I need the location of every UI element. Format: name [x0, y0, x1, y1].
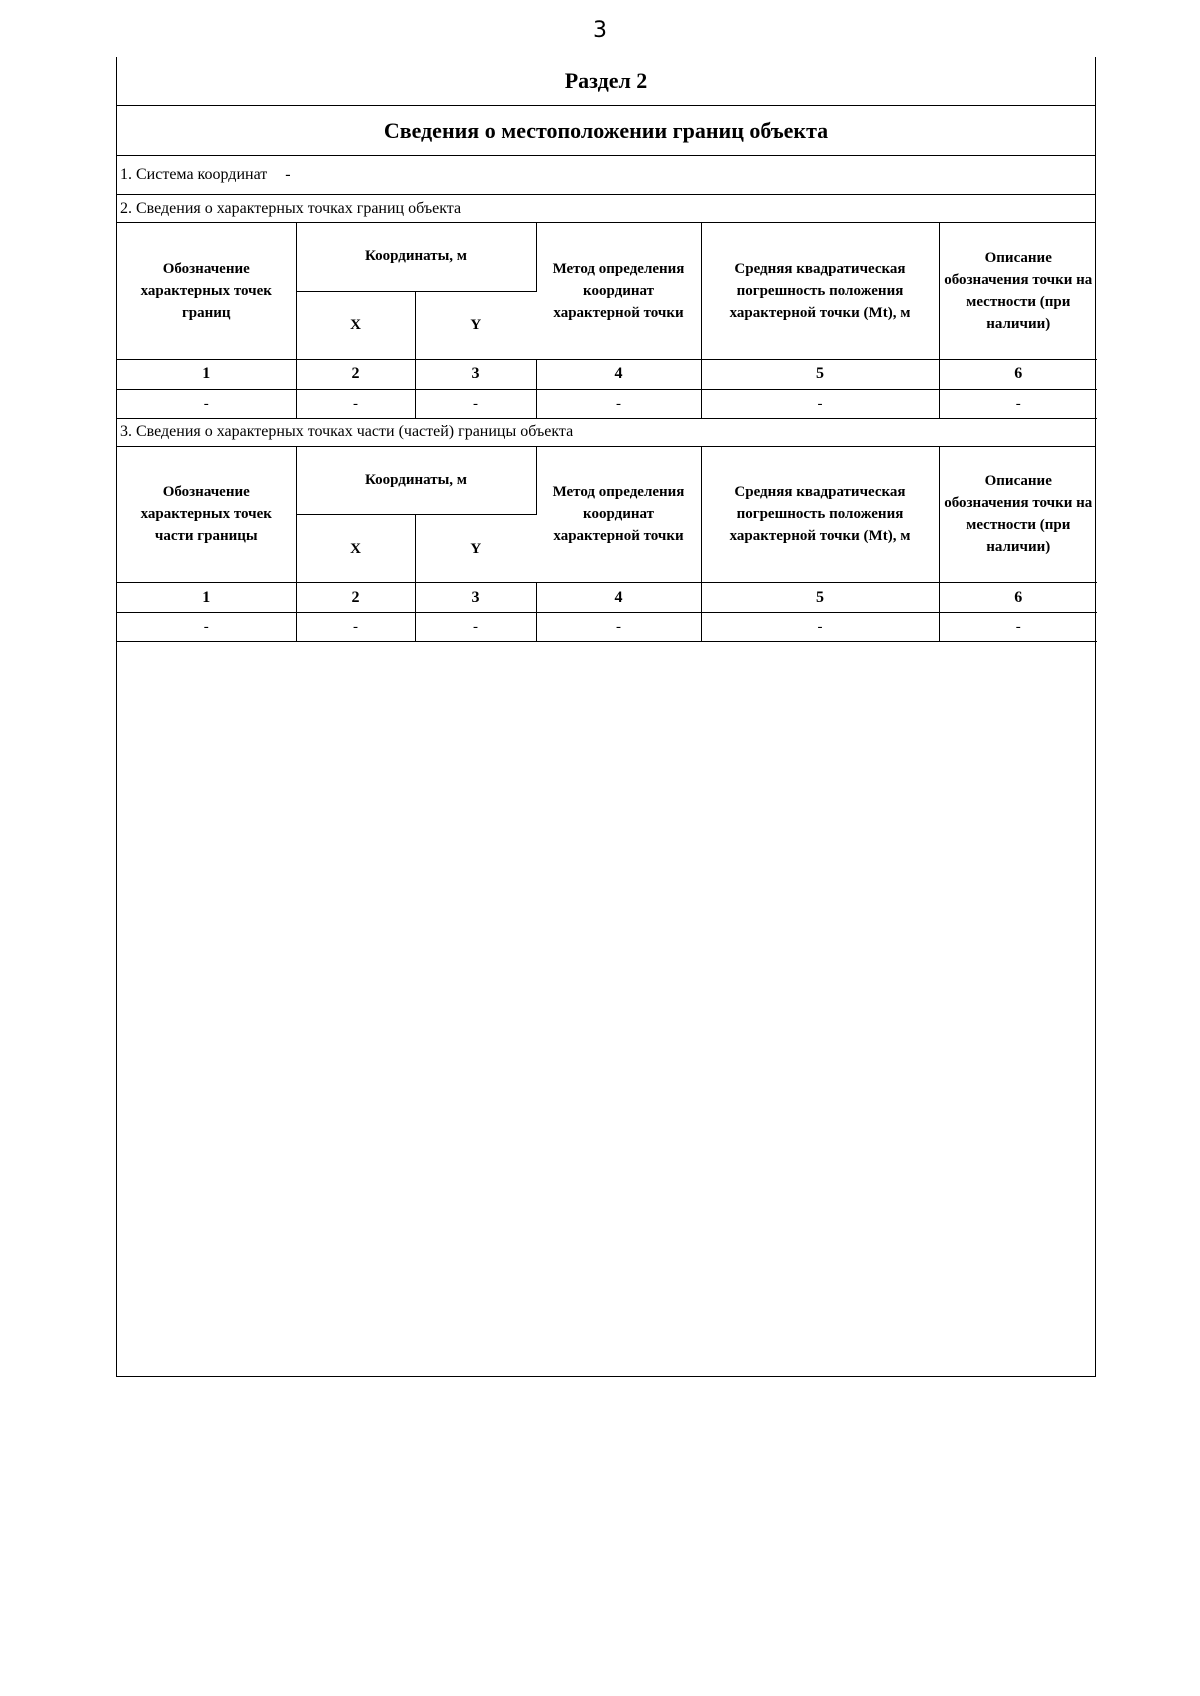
column-number: 6: [939, 359, 1097, 389]
header-description: Описание обозначения точки на местности (при наличии): [939, 447, 1097, 583]
column-number: 6: [939, 583, 1097, 613]
table-cell: -: [117, 389, 296, 418]
table-cell: -: [536, 389, 701, 418]
table-cell: -: [415, 389, 536, 418]
column-number: 2: [296, 359, 415, 389]
header-x: X: [296, 291, 415, 359]
header-method: Метод определения координат характерной точки: [536, 447, 701, 583]
column-number: 5: [701, 359, 939, 389]
column-numbers-row: [117, 359, 1097, 389]
column-number: 4: [536, 583, 701, 613]
header-error: Средняя квадратическая погрешность положения характерной точки (Mt), м: [701, 447, 939, 583]
table-cell: -: [415, 613, 536, 642]
table-cell: -: [536, 613, 701, 642]
column-number: 3: [415, 359, 536, 389]
section-title: Раздел 2: [117, 57, 1095, 106]
table-cell: -: [296, 613, 415, 642]
table-row: [117, 613, 1097, 642]
document-frame: [116, 57, 1096, 1377]
page-number: 3: [593, 18, 607, 43]
header-y: Y: [415, 291, 536, 359]
header-x: X: [296, 515, 415, 583]
header-y: Y: [415, 515, 536, 583]
coordinate-system-value: -: [285, 166, 291, 183]
table2-caption: 3. Сведения о характерных точках части (частей) границы объекта: [117, 419, 1095, 447]
column-number: 4: [536, 359, 701, 389]
column-number: 3: [415, 583, 536, 613]
column-numbers-row: [117, 583, 1097, 613]
table-cell: -: [296, 389, 415, 418]
header-description: Описание обозначения точки на местности (при наличии): [939, 223, 1097, 359]
header-coordinates: Координаты, м: [296, 223, 536, 291]
part-boundary-points-table: [117, 447, 1097, 643]
header-designation: Обозначение характерных точек границ: [117, 223, 296, 359]
column-number: 1: [117, 583, 296, 613]
section-subtitle: Сведения о местоположении границ объекта: [117, 106, 1095, 156]
column-number: 1: [117, 359, 296, 389]
table-cell: -: [701, 389, 939, 418]
coordinate-system-label: 1. Система координат: [120, 166, 268, 183]
table-cell: -: [939, 389, 1097, 418]
table-cell: -: [701, 613, 939, 642]
column-number: 5: [701, 583, 939, 613]
header-method: Метод определения координат характерной точки: [536, 223, 701, 359]
coordinate-system-row: [117, 156, 1095, 195]
header-coordinates: Координаты, м: [296, 447, 536, 515]
table-cell: -: [939, 613, 1097, 642]
table-row: [117, 389, 1097, 418]
boundary-points-table: [117, 223, 1097, 419]
table1-caption: 2. Сведения о характерных точках границ объекта: [117, 195, 1095, 223]
table-cell: -: [117, 613, 296, 642]
header-designation: Обозначение характерных точек части границы: [117, 447, 296, 583]
header-error: Средняя квадратическая погрешность положения характерной точки (Mt), м: [701, 223, 939, 359]
column-number: 2: [296, 583, 415, 613]
